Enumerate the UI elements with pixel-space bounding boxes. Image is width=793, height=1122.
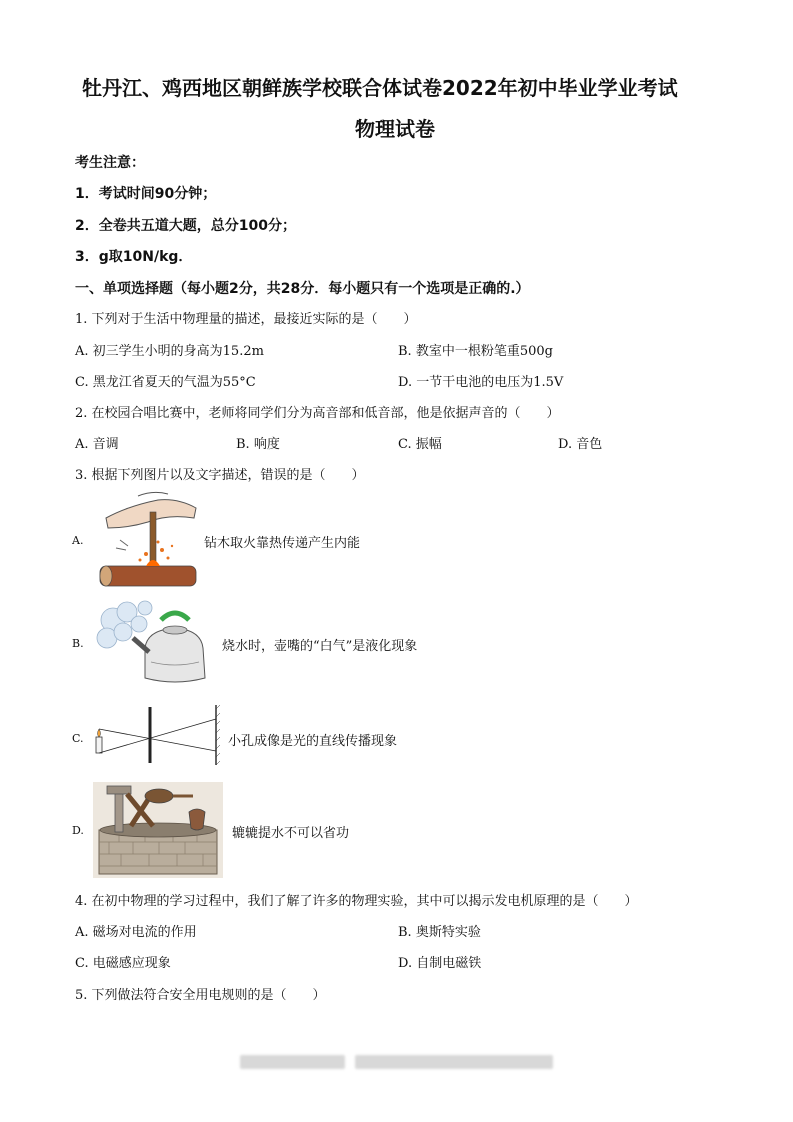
- drill-wood-fire-image: [98, 488, 202, 588]
- option-letter: A.: [72, 534, 84, 547]
- pinhole-imaging-diagram: [92, 705, 222, 765]
- option-text: 小孔成像是光的直线传播现象: [228, 734, 398, 749]
- option: C. 电磁感应现象: [75, 956, 171, 971]
- question-stem: 3. 根据下列图片以及文字描述，错误的是（ ）: [75, 468, 365, 483]
- option: A. 磁场对电流的作用: [75, 925, 197, 940]
- notice-heading: 考生注意：: [75, 155, 145, 171]
- option: D. 自制电磁铁: [398, 956, 482, 971]
- option: A. 初三学生小明的身高为15.2m: [75, 344, 264, 359]
- notice-item: 2．全卷共五道大题，总分100分；: [75, 218, 296, 234]
- option: B. 响度: [236, 437, 280, 452]
- option: C. 振幅: [398, 437, 442, 452]
- option: B. 奥斯特实验: [398, 925, 481, 940]
- footer-watermark: [240, 1055, 345, 1069]
- notice-item: 1．考试时间90分钟；: [75, 186, 217, 202]
- option: D. 音色: [558, 437, 603, 452]
- option-letter: B.: [72, 637, 84, 650]
- question-stem: 4. 在初中物理的学习过程中，我们了解了许多的物理实验，其中可以揭示发电机原理的是（ ）: [75, 894, 638, 909]
- exam-subtitle: 物理试卷: [355, 117, 435, 141]
- question-stem: 1. 下列对于生活中物理量的描述，最接近实际的是（ ）: [75, 312, 417, 327]
- footer-watermark: [355, 1055, 553, 1069]
- option-text: 烧水时，壶嘴的“白气”是液化现象: [222, 639, 418, 654]
- option-letter: C.: [72, 732, 84, 745]
- boiling-kettle-image: [95, 598, 215, 690]
- exam-title: 牡丹江、鸡西地区朝鲜族学校联合体试卷2022年初中毕业学业考试: [82, 76, 678, 100]
- option: C. 黑龙江省夏天的气温为55°C: [75, 375, 256, 390]
- question-stem: 2. 在校园合唱比赛中，老师将同学们分为高音部和低音部，他是依据声音的（ ）: [75, 406, 560, 421]
- windlass-well-image: [93, 782, 223, 878]
- notice-item: 3．g取10N/kg．: [75, 249, 193, 265]
- option-text: 钻木取火靠热传递产生内能: [204, 536, 361, 551]
- question-stem: 5. 下列做法符合安全用电规则的是（ ）: [75, 988, 326, 1003]
- option-letter: D.: [72, 824, 84, 837]
- option-text: 辘辘提水不可以省功: [232, 826, 350, 841]
- section-heading: 一、单项选择题（每小题2分，共28分．每小题只有一个选项是正确的.）: [75, 281, 530, 297]
- option: D. 一节干电池的电压为1.5V: [398, 375, 564, 390]
- option: A. 音调: [75, 437, 119, 452]
- option: B. 教室中一根粉笔重500g: [398, 344, 553, 359]
